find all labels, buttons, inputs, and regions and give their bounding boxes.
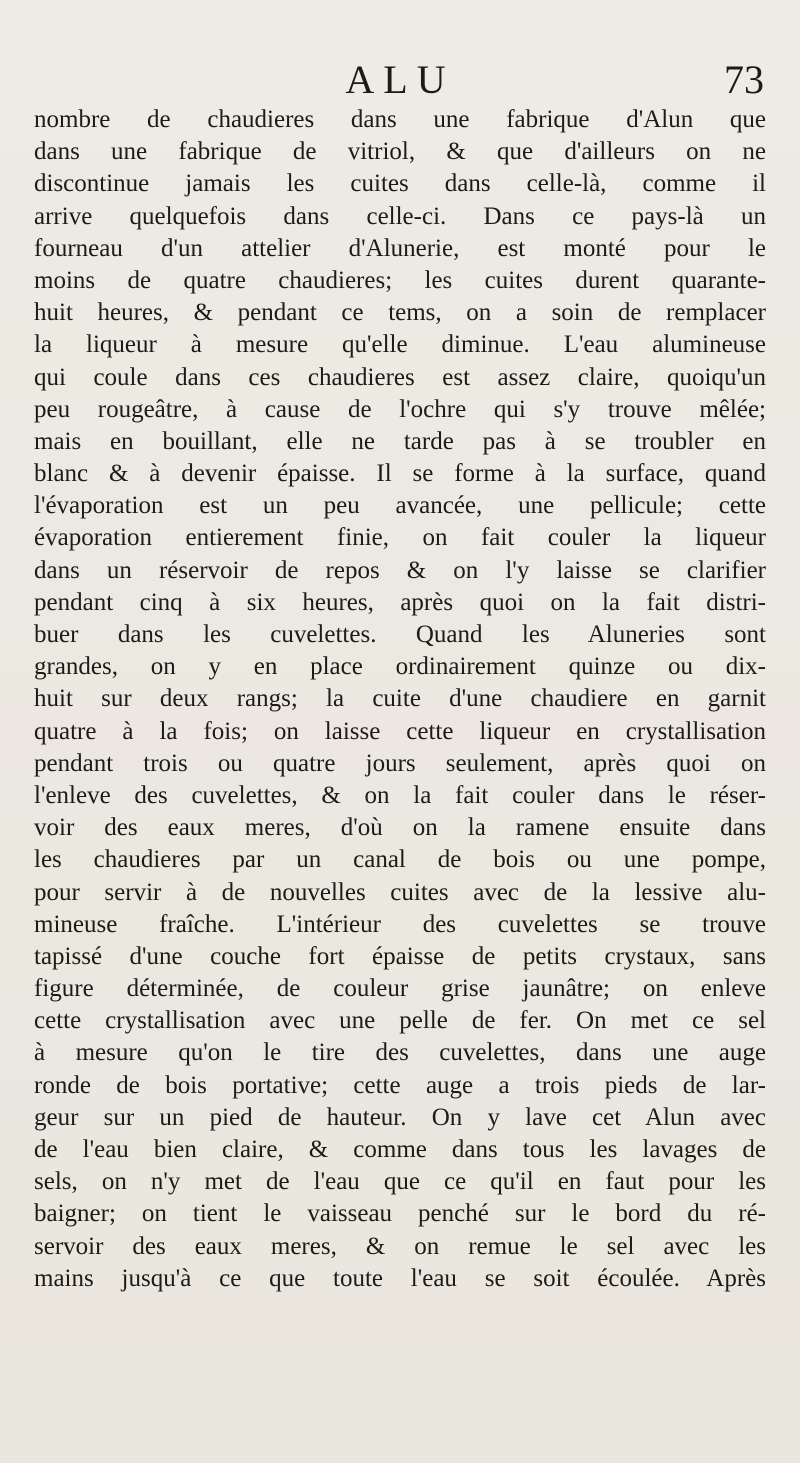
text-line: qui coule dans ces chaudieres est assez claire, quoiqu'un xyxy=(34,363,766,391)
text-line: de l'eau bien claire, & comme dans tous les lavages de xyxy=(34,1136,766,1163)
text-line: les chaudieres par un canal de bois ou une pompe, xyxy=(34,846,766,874)
text-line: geur sur un pied de hauteur. On y lave cet Alun avec xyxy=(34,1103,766,1131)
text-line: pour servir à de nouvelles cuites avec de la lessive alu- xyxy=(34,878,766,906)
body-text xyxy=(34,104,766,1295)
text-line: dans un réservoir de repos & on l'y laisse se clarifier xyxy=(34,556,766,584)
text-line: pendant trois ou quatre jours seulement, après quoi on xyxy=(34,749,766,777)
text-line: tapissé d'une couche fort épaisse de petits crystaux, sans xyxy=(34,942,766,970)
text-line: l'évaporation est un peu avancée, une pellicule; cette xyxy=(34,492,766,520)
text-line: figure déterminée, de couleur grise jaunâtre; on enleve xyxy=(34,975,766,1003)
page-number: 73 xyxy=(724,57,764,102)
text-line: sels, on n'y met de l'eau que ce qu'il en faut pour les xyxy=(34,1168,766,1196)
text-line: huit sur deux rangs; la cuite d'une chaudiere en garnit xyxy=(34,685,766,713)
text-line: moins de quatre chaudieres; les cuites durent quarante- xyxy=(34,266,766,294)
text-line: blanc & à devenir épaisse. Il se forme à la surface, quand xyxy=(34,460,766,488)
running-head: ALU xyxy=(345,57,455,102)
text-line: mais en bouillant, elle ne tarde pas à se troubler en xyxy=(34,427,766,455)
text-line: l'enleve des cuvelettes, & on la fait couler dans le réser- xyxy=(34,781,766,809)
text-line: discontinue jamais les cuites dans celle-là, comme il xyxy=(34,170,766,198)
text-line: mineuse fraîche. L'intérieur des cuvelettes se trouve xyxy=(34,910,766,938)
text-line: la liqueur à mesure qu'elle diminue. L'eau alumineuse xyxy=(34,331,766,359)
text-line: cette crystallisation avec une pelle de fer. On met ce sel xyxy=(34,1007,766,1035)
text-line: pendant cinq à six heures, après quoi on la fait distri- xyxy=(34,588,766,616)
text-line: buer dans les cuvelettes. Quand les Aluneries sont xyxy=(34,621,766,648)
text-line: quatre à la fois; on laisse cette liqueur en crystallisation xyxy=(34,717,766,745)
text-line: ronde de bois portative; cette auge a trois pieds de lar- xyxy=(34,1071,766,1099)
text-line: fourneau d'un attelier d'Alunerie, est monté pour le xyxy=(34,234,766,262)
text-line: dans une fabrique de vitriol, & que d'ailleurs on ne xyxy=(34,138,766,166)
text-line: nombre de chaudieres dans une fabrique d'Alun que xyxy=(34,106,766,133)
page-header xyxy=(0,52,800,108)
text-line: arrive quelquefois dans celle-ci. Dans ce pays-là un xyxy=(34,202,766,230)
text-line: grandes, on y en place ordinairement quinze ou dix- xyxy=(34,653,766,681)
text-line: voir des eaux meres, d'où on la ramene ensuite dans xyxy=(34,814,766,842)
text-line: huit heures, & pendant ce tems, on a soin de remplacer xyxy=(34,299,766,327)
text-line: mains jusqu'à ce que toute l'eau se soit écoulée. Après xyxy=(34,1264,766,1292)
text-line: baigner; on tient le vaisseau penché sur le bord du ré- xyxy=(34,1200,766,1228)
text-line: à mesure qu'on le tire des cuvelettes, dans une auge xyxy=(34,1039,766,1067)
text-line: servoir des eaux meres, & on remue le sel avec les xyxy=(34,1232,766,1260)
text-line: peu rougeâtre, à cause de l'ochre qui s'y trouve mêlée; xyxy=(34,395,766,423)
text-line: évaporation entierement finie, on fait couler la liqueur xyxy=(34,524,766,552)
